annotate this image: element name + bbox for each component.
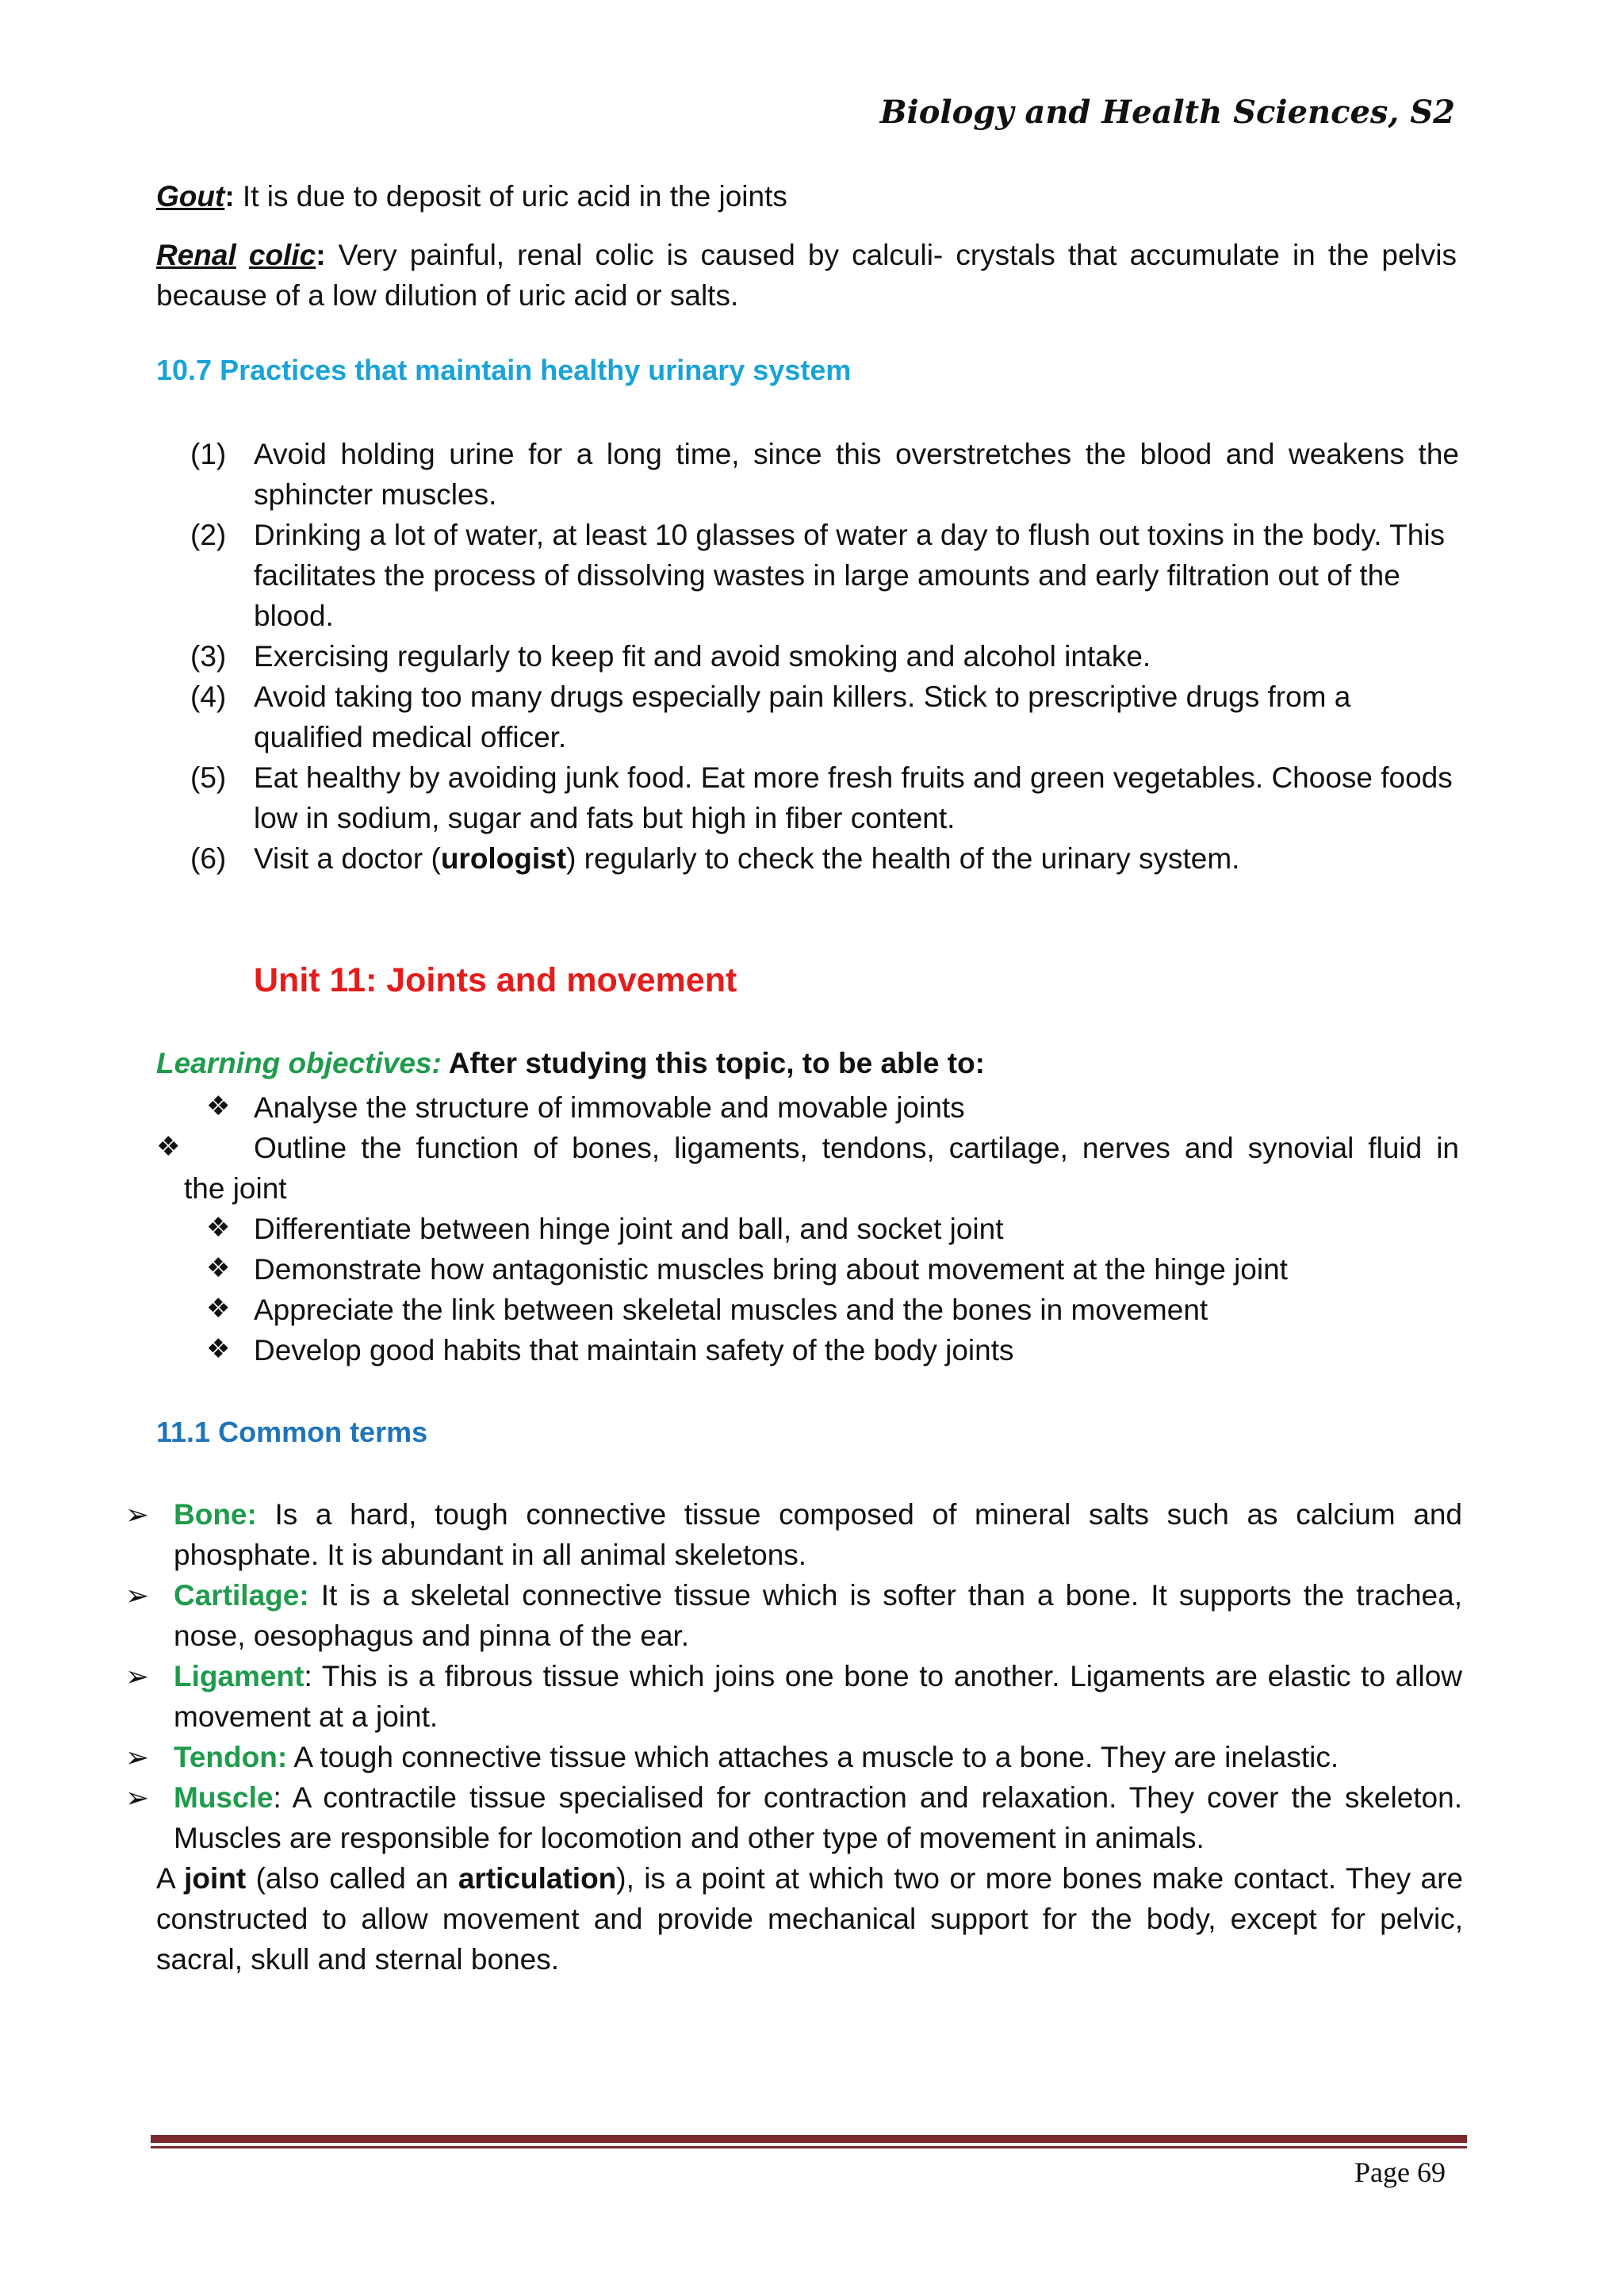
renal-term: Renal [156, 239, 236, 271]
list-item [125, 1656, 1462, 1737]
term-text: Is a hard, tough connective tissue composed of mineral salts such as calcium and phosphate. It is abundant in all animal skeletons. [174, 1498, 1462, 1571]
section-10-7-heading: 10.7 Practices that maintain healthy urinary system [156, 354, 852, 386]
common-terms-list [125, 1494, 1462, 1858]
objective-item: Differentiate between hinge joint and ball, and socket joint [254, 1213, 1004, 1245]
renal-colic-paragraph [156, 235, 1457, 316]
joint-term: joint [184, 1862, 247, 1895]
objective-item-continuation: the joint [184, 1172, 287, 1205]
unit-title: Unit 11: Joints and movement [254, 961, 737, 999]
objective-item: Develop good habits that maintain safety of the body joints [254, 1334, 1014, 1366]
section-11-1-heading: 11.1 Common terms [156, 1416, 428, 1448]
term-text: : A contractile tissue specialised for contraction and relaxation. They cover the skeleton. Muscles are responsible for locomotion and other type of movement in animals. [174, 1781, 1462, 1854]
term-text: A tough connective tissue which attaches a muscle to a bone. They are inelastic. [287, 1741, 1339, 1773]
list-item [190, 677, 1459, 757]
list-item [125, 1777, 1462, 1858]
diamond-bullet-icon: ❖ [206, 1091, 231, 1121]
diamond-bullet-icon: ❖ [156, 1132, 181, 1162]
arrow-bullet-icon: ➢ [125, 1498, 150, 1531]
term-label: Ligament [174, 1660, 304, 1692]
diamond-bullet-icon: ❖ [206, 1334, 231, 1364]
term-label: Muscle [174, 1781, 274, 1814]
term-label: Tendon: [174, 1741, 288, 1773]
gout-colon: : [224, 180, 235, 213]
list-item [190, 515, 1459, 636]
item-number: (5) [190, 761, 227, 794]
colic-term: colic [248, 239, 316, 271]
item-text: Exercising regularly to keep fit and avoid smoking and alcohol intake. [254, 640, 1151, 673]
joint-text: (also called an [246, 1862, 458, 1895]
list-item [190, 434, 1459, 515]
item-text: Avoid taking too many drugs especially pain killers. Stick to prescriptive drugs from a qualified medical officer. [254, 680, 1351, 753]
list-item [125, 1494, 1462, 1575]
renal-colon: : [316, 239, 326, 271]
footer-rule-thick [151, 2135, 1467, 2143]
objective-item: Outline the function of bones, ligaments, tendons, cartilage, nerves and synovial fluid in [254, 1132, 1459, 1164]
gout-text: It is due to deposit of uric acid in the joints [234, 180, 787, 213]
item-number: (1) [190, 438, 227, 470]
articulation-term: articulation [458, 1862, 617, 1895]
item-number: (2) [190, 519, 227, 551]
term-text: It is a skeletal connective tissue which is softer than a bone. It supports the trachea, nose, oesophagus and pinna of the ear. [174, 1579, 1462, 1652]
arrow-bullet-icon: ➢ [125, 1781, 150, 1814]
arrow-bullet-icon: ➢ [125, 1579, 150, 1612]
list-item [190, 636, 1459, 677]
gout-paragraph [156, 176, 1457, 217]
diamond-bullet-icon: ❖ [206, 1253, 231, 1283]
item-number: (6) [190, 842, 227, 875]
list-item [190, 838, 1459, 879]
diamond-bullet-icon: ❖ [206, 1294, 231, 1324]
list-item [125, 1737, 1462, 1777]
item-text [254, 838, 1459, 879]
joint-text: A [156, 1862, 185, 1895]
page-number: Page 69 [1354, 2156, 1446, 2188]
item-number: (3) [190, 640, 227, 673]
list-item [190, 757, 1459, 838]
learning-objectives-intro: After studying this topic, to be able to: [441, 1047, 985, 1079]
term-label: Cartilage: [174, 1579, 309, 1612]
diamond-bullet-icon: ❖ [206, 1213, 231, 1243]
footer-rule-thin [151, 2146, 1467, 2148]
running-header: Biology and Health Sciences, S2 [879, 94, 1455, 131]
list-item [125, 1575, 1462, 1656]
urologist-term: urologist [440, 842, 567, 875]
renal-text: Very painful, renal colic is caused by calculi- crystals that accumulate in the pelvis because of a low dilution of uric acid or salts. [156, 239, 1457, 312]
learning-objectives-heading [156, 1047, 985, 1080]
practices-list [190, 434, 1459, 879]
objective-item: Analyse the structure of immovable and movable joints [254, 1091, 965, 1124]
item-text: Drinking a lot of water, at least 10 glasses of water a day to flush out toxins in the body. This facilitates the process of dissolving wastes in large amounts and early filtration out of the blood. [254, 519, 1446, 632]
item-text: Eat healthy by avoiding junk food. Eat more fresh fruits and green vegetables. Choose foods low in sodium, sugar and fats but high in fiber content. [254, 761, 1453, 834]
gout-term: Gout [156, 180, 225, 213]
arrow-bullet-icon: ➢ [125, 1660, 150, 1692]
joint-text: ), is a point at which two or more bones make contact. They are constructed to allow movement and provide mechanical support for the body, except for pelvic, sacral, skull and sternal bones. [156, 1862, 1463, 1976]
item-text-before: Visit a doctor ( [254, 842, 441, 875]
objective-item: Demonstrate how antagonistic muscles bring about movement at the hinge joint [254, 1253, 1288, 1286]
item-number: (4) [190, 680, 227, 713]
learning-objectives-label: Learning objectives: [156, 1047, 442, 1079]
term-label: Bone: [174, 1498, 257, 1531]
item-text-after: ) regularly to check the health of the urinary system. [566, 842, 1240, 875]
term-text: : This is a fibrous tissue which joins one bone to another. Ligaments are elastic to allow movement at a joint. [174, 1660, 1462, 1733]
item-text: Avoid holding urine for a long time, since this overstretches the blood and weakens the sphincter muscles. [254, 438, 1459, 511]
arrow-bullet-icon: ➢ [125, 1741, 150, 1773]
objective-item: Appreciate the link between skeletal muscles and the bones in movement [254, 1294, 1208, 1326]
joint-definition-paragraph [156, 1858, 1463, 1980]
